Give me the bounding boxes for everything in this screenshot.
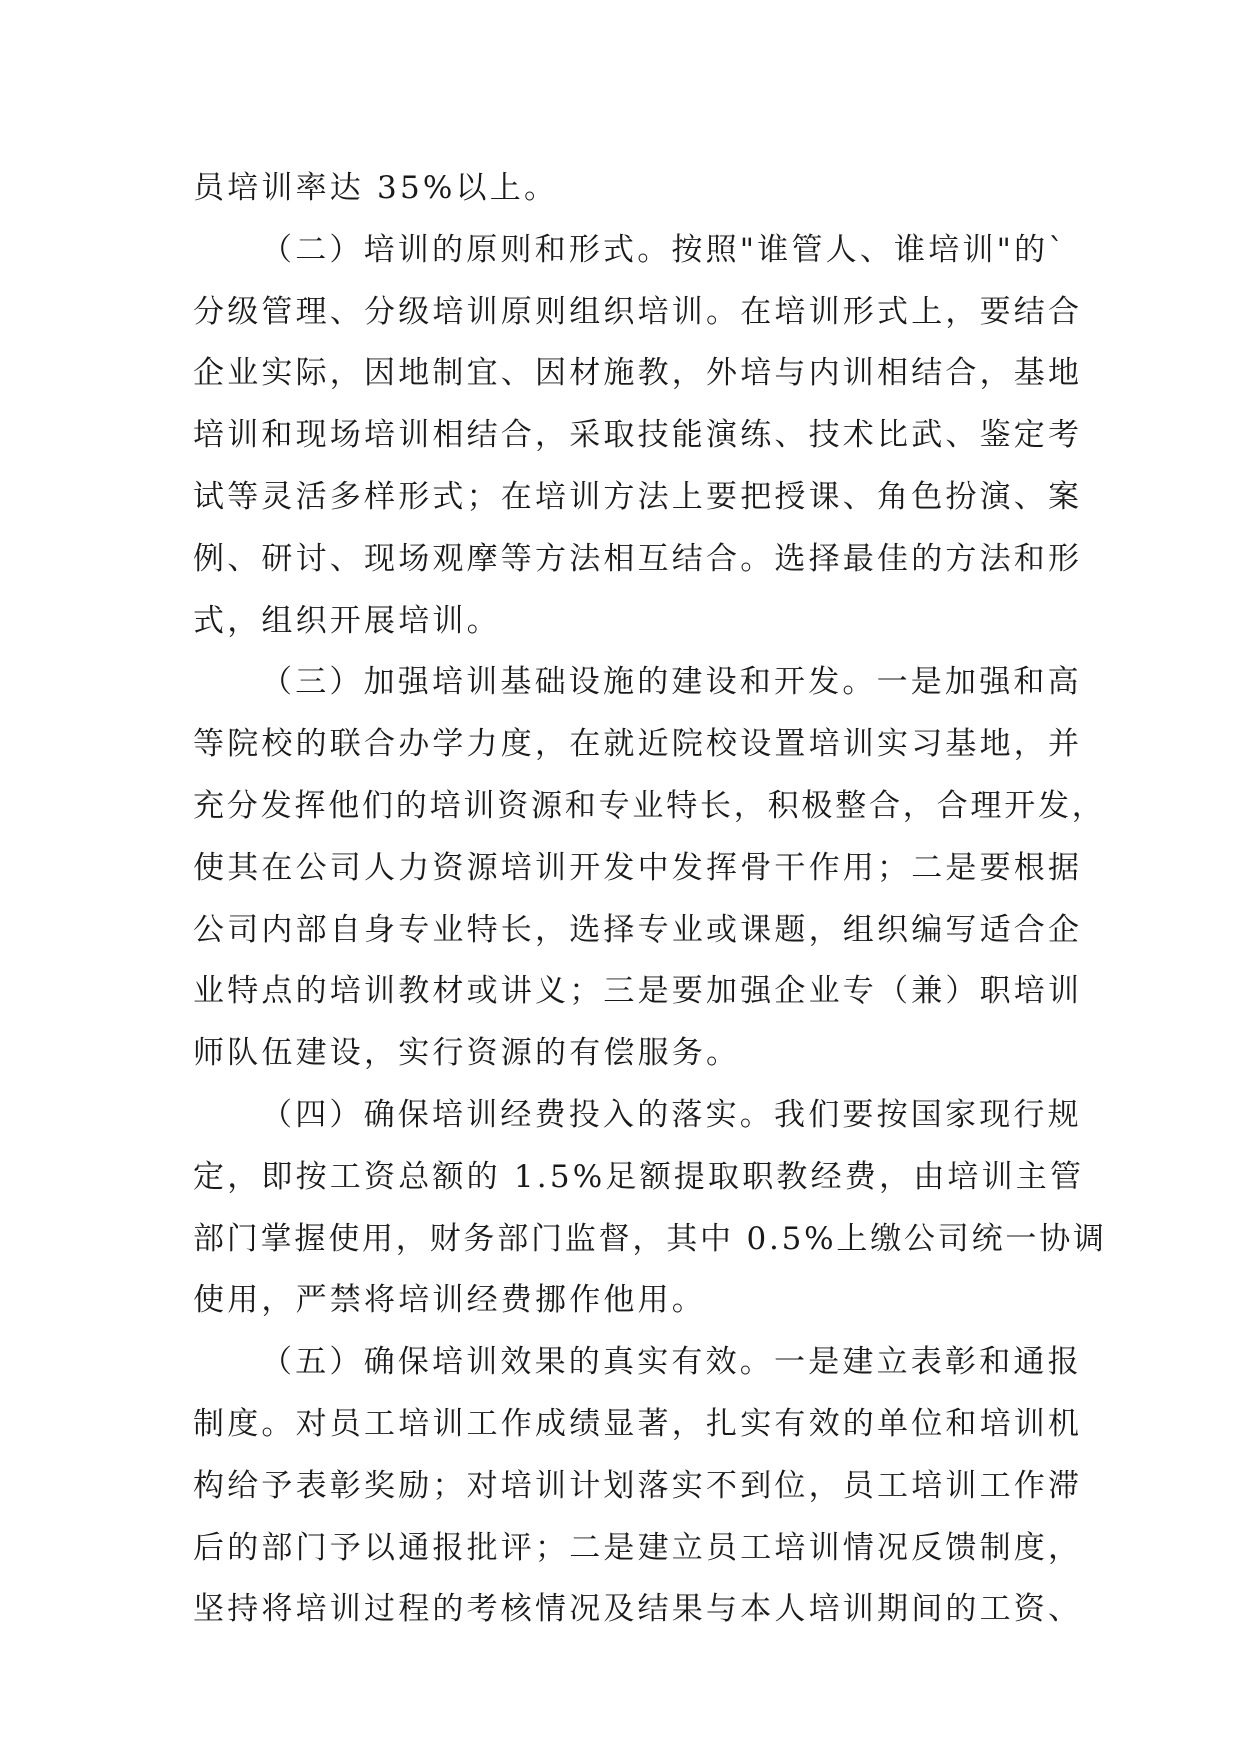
paragraph-line: （三）加强培训基础设施的建设和开发。一是加强和高 [261,664,1082,701]
paragraph-line: 等院校的联合办学力度，在就近院校设置培训实习基地，并 [193,726,1083,763]
paragraph-line: 式，组织开展培训。 [193,602,501,639]
paragraph-line: 构给予表彰奖励；对培训计划落实不到位，员工培训工作滞 [193,1467,1083,1504]
paragraph-line: 部门掌握使用，财务部门监督，其中 0.5%上缴公司统一协调 [193,1220,1107,1257]
paragraph-line: 使其在公司人力资源培训开发中发挥骨干作用；二是要根据 [193,849,1083,886]
paragraph-line: 充分发挥他们的培训资源和专业特长，积极整合，合理开发， [193,787,1106,824]
paragraph-line: 试等灵活多样形式；在培训方法上要把授课、角色扮演、案 [193,478,1083,515]
paragraph-line: 师队伍建设，实行资源的有偿服务。 [193,1035,741,1072]
paragraph-line: 使用，严禁将培训经费挪作他用。 [193,1282,706,1319]
paragraph-line: 后的部门予以通报批评；二是建立员工培训情况反馈制度， [193,1529,1083,1566]
paragraph-line: 企业实际，因地制宜、因材施教，外培与内训相结合，基地 [193,355,1083,392]
paragraph-line: （五）确保培训效果的真实有效。一是建立表彰和通报 [261,1344,1082,1381]
paragraph-line: 业特点的培训教材或讲义；三是要加强企业专（兼）职培训 [193,973,1083,1010]
document-body [193,158,1107,1641]
paragraph-line: 例、研讨、现场观摩等方法相互结合。选择最佳的方法和形 [193,540,1083,577]
paragraph-line: 坚持将培训过程的考核情况及结果与本人培训期间的工资、 [193,1591,1083,1628]
paragraph-line: （二）培训的原则和形式。按照"谁管人、谁培训"的` [261,231,1068,268]
paragraph-line: 定，即按工资总额的 1.5%足额提取职教经费，由培训主管 [193,1158,1085,1195]
paragraph-line: 制度。对员工培训工作成绩显著，扎实有效的单位和培训机 [193,1405,1083,1442]
paragraph-line: 员培训率达 35%以上。 [193,170,559,206]
paragraph-line: （四）确保培训经费投入的落实。我们要按国家现行规 [261,1096,1082,1133]
paragraph-line: 分级管理、分级培训原则组织培训。在培训形式上，要结合 [193,293,1083,330]
paragraph-line: 公司内部自身专业特长，选择专业或课题，组织编写适合企 [193,911,1083,948]
paragraph-line: 培训和现场培训相结合，采取技能演练、技术比武、鉴定考 [193,417,1083,454]
